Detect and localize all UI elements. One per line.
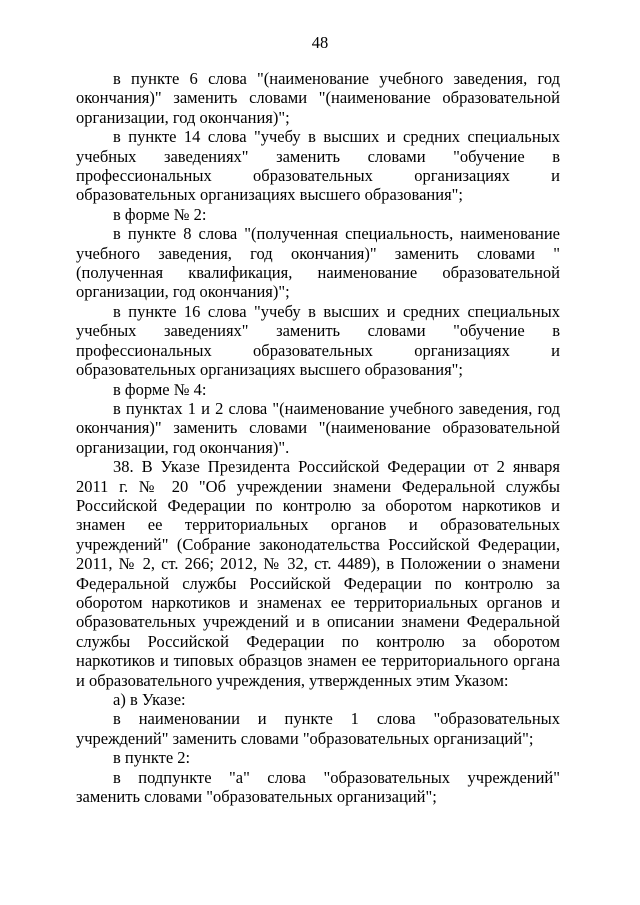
paragraph-subitem-a: а) в Указе: <box>113 690 186 709</box>
paragraph-form2-item16: в пункте 16 слова "учебу в высших и средних специальных учебных заведениях" заменить словами "обучение в профессиональных образовательных организациях и образовательных организациях высшего образования"; <box>76 301 560 380</box>
paragraph-item2-heading: в пункте 2: <box>113 748 191 768</box>
paragraph-name-and-item1: в наименовании и пункте 1 слова "образовательных учреждений" заменить словами "образовательных организаций"; <box>76 709 560 748</box>
paragraph-subpoint-a: в подпункте "а" слова "образовательных учреждений" заменить словами "образовательных организаций"; <box>76 767 560 807</box>
paragraph-form1-item6: в пункте 6 слова "(наименование учебного заведения, год окончания)" заменить словами "(наименование образовательной организации, год окончания)"; <box>76 69 560 127</box>
paragraph-form4-items: в пунктах 1 и 2 слова "(наименование учебного заведения, год окончания)" заменить словами "(наименование образовательной организации, год окончания)". <box>76 398 560 457</box>
document-body <box>76 69 560 806</box>
paragraph-form2-heading: в форме № 2: <box>113 204 207 224</box>
page-number: 48 <box>311 33 329 52</box>
paragraph-item38: 38. В Указе Президента Российской Федерации от 2 января 2011 г. № 20 "Об учреждении знамени Федеральной службы Российской Федерации по контролю за оборотом наркотиков и знамен ее территориальных органов и образовательных учреждений" (Собрание законодательства Российской Федерации, 2011, № 2, ст. 266; 2012, № 32, ст. 4489), в Положении о знамени Федеральной службы Российской Федерации по контролю за оборотом наркотиков и знаменах ее территориальных органов и образовательных учреждений и в описании знамени Федеральной службы Российской Федерации по контролю за оборотом наркотиков и типовых образцов знамен ее территориального органа и образовательного учреждения, утвержденных этим Указом: <box>76 457 560 690</box>
paragraph-form4-heading: в форме № 4: <box>113 379 207 399</box>
paragraph-form2-item8: в пункте 8 слова "(полученная специальность, наименование учебного заведения, год окончания)" заменить словами "(полученная квалификация, наименование образовательной организации, год окончания)"; <box>76 224 560 302</box>
paragraph-form1-item14: в пункте 14 слова "учебу в высших и средних специальных учебных заведениях" заменить словами "обучение в профессиональных образовательных организациях и образовательных организациях высшего образования"; <box>76 127 560 205</box>
